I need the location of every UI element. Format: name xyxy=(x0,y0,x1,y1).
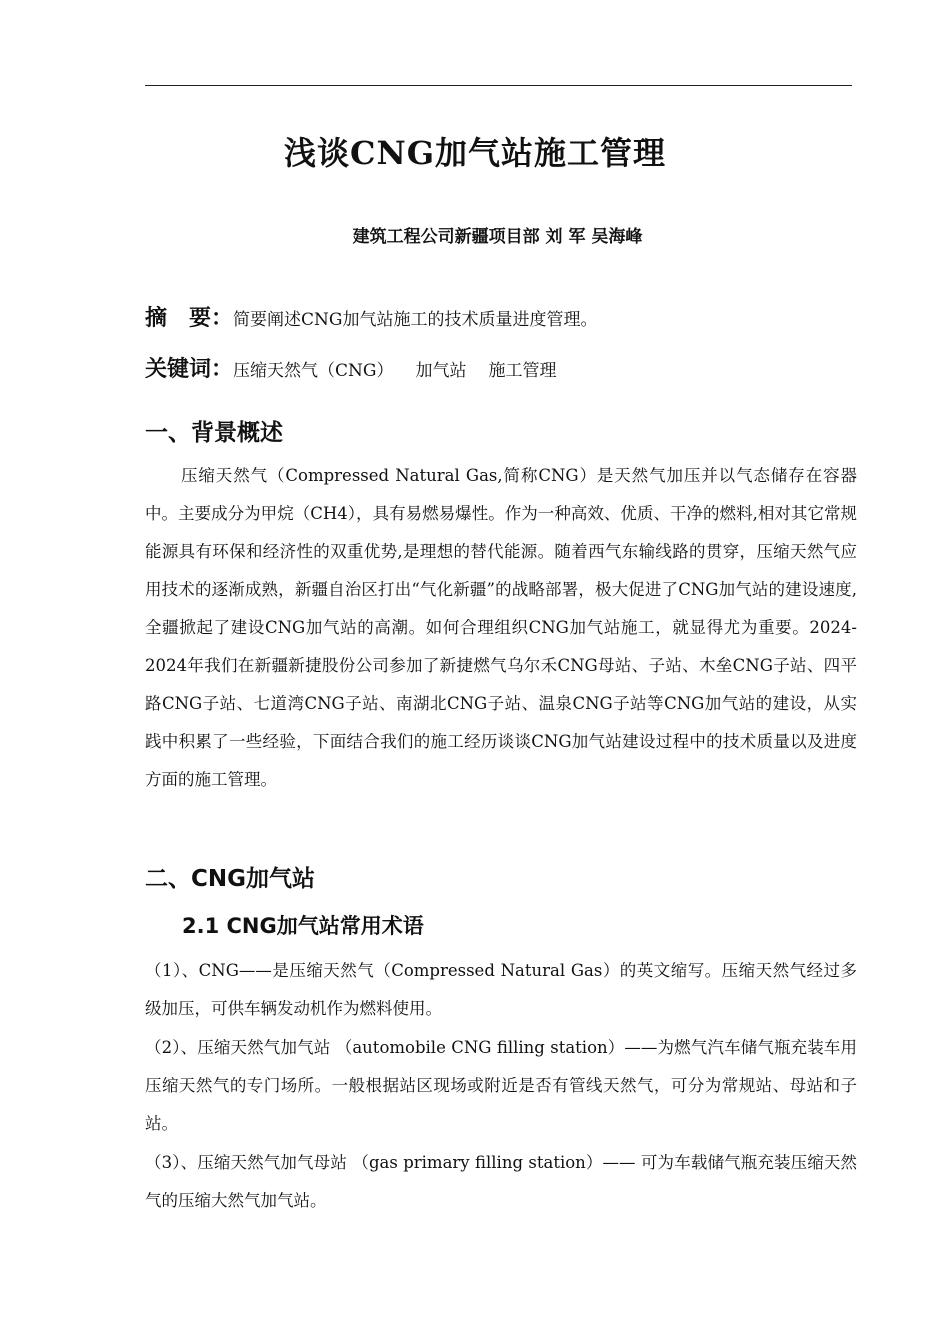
abstract xyxy=(145,301,597,332)
term-item: （3）、压缩天然气加气母站 （gas primary filling station）—— 可为车载储气瓶充装压缩天然气的压缩大然气加气站。 xyxy=(145,1153,857,1210)
keyword-item: 施工管理 xyxy=(488,361,557,381)
term-item: （2）、压缩天然气加气站 （automobile CNG filling station）——为燃气汽车储气瓶充装车用压缩天然气的专门场所。一般根据站区现场或附近是否有管线天然气，可分为常规站、母站和子站。 xyxy=(145,1038,857,1133)
keywords xyxy=(145,352,556,383)
author-line: 建筑工程公司新疆项目部 刘 军 吴海峰 xyxy=(352,227,643,247)
header-rule xyxy=(145,85,852,86)
keyword-item: 压缩天然气（CNG） xyxy=(233,361,394,381)
keywords-label: 关键词： xyxy=(145,357,234,382)
section-heading-cng-station: 二、CNG加气站 xyxy=(145,866,316,892)
section-paragraph-background: 压缩天然气（Compressed Natural Gas,简称CNG）是天然气加压并以气态储存在容器中。主要成分为甲烷（CH4），具有易燃易爆性。作为一种高效、优质、干净的燃料,相对其它常规能源具有环保和经济性的双重优势,是理想的替代能源。随着西气东输线路的贯穿，压缩天然气应用技术的逐渐成熟，新疆自治区打出“气化新疆”的战略部署，极大促进了CNG加气站的建设速度,全疆掀起了建设CNG加气站的高潮。如何合理组织CNG加气站施工，就显得尤为重要。2024-2024年我们在新疆新捷股份公司参加了新捷燃气乌尔禾CNG母站、子站、木垒CNG子站、四平路CNG子站、七道湾CNG子站、南湖北CNG子站、温泉CNG子站等CNG加气站的建设，从实践中积累了一些经验，下面结合我们的施工经历谈谈CNG加气站建设过程中的技术质量以及进度方面的施工管理。 xyxy=(145,466,857,789)
page-title: 浅谈CNG加气站施工管理 xyxy=(283,134,667,172)
section-heading-background: 一、背景概述 xyxy=(145,420,283,446)
abstract-text: 简要阐述CNG加气站施工的技术质量进度管理。 xyxy=(233,310,598,330)
abstract-label: 摘 要： xyxy=(145,306,234,331)
keyword-item: 加气站 xyxy=(415,361,467,381)
subsection-heading-terms: 2.1 CNG加气站常用术语 xyxy=(182,914,424,938)
term-item: （1）、CNG——是压缩天然气（Compressed Natural Gas）的英文缩写。压缩天然气经过多级加压，可供车辆发动机作为燃料使用。 xyxy=(145,961,857,1018)
